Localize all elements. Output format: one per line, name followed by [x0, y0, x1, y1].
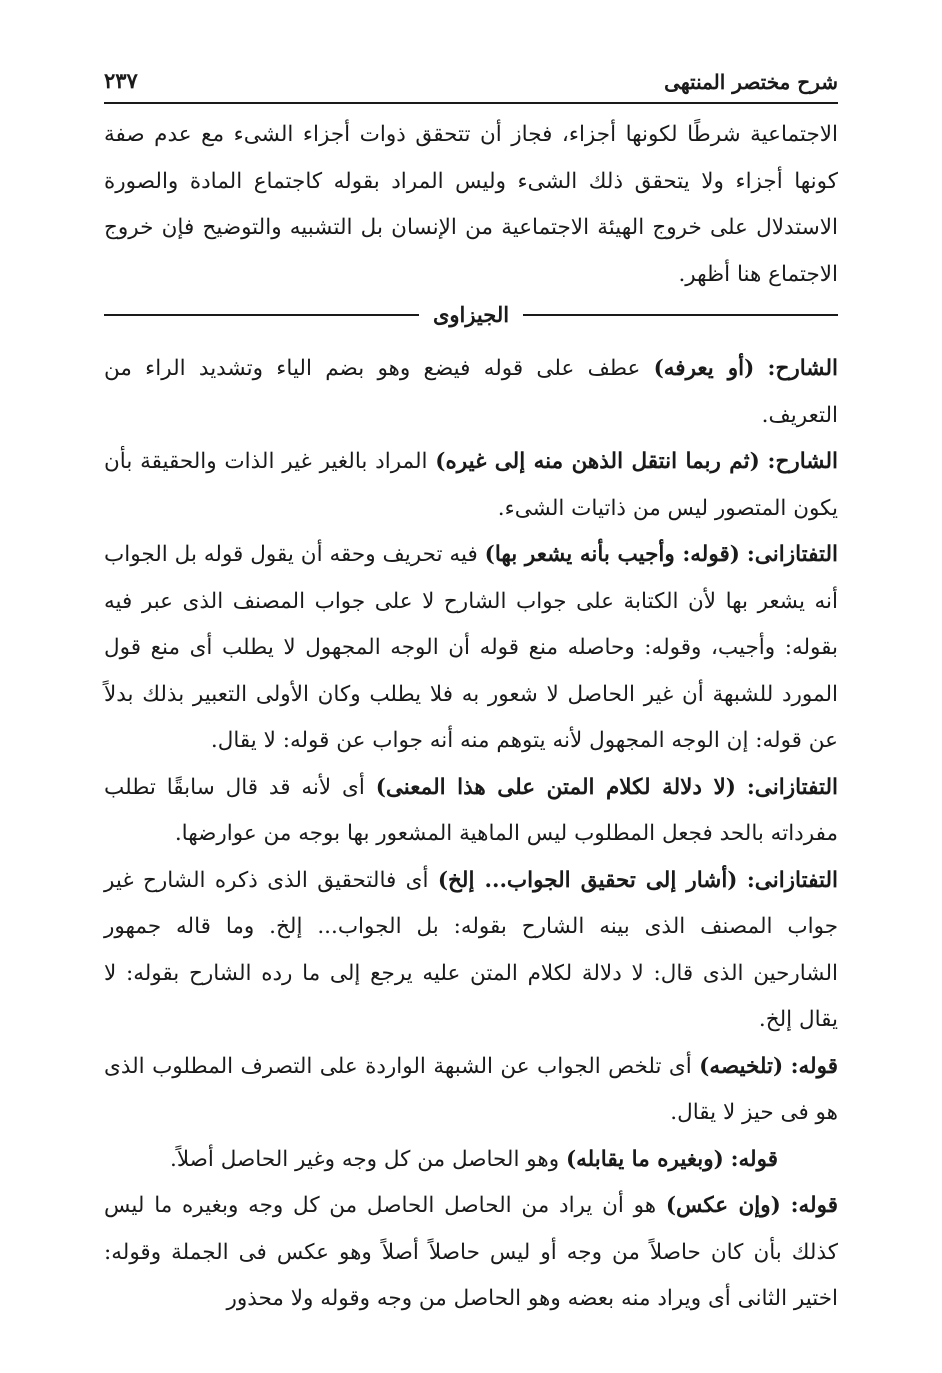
- commentary-entry: [104, 532, 838, 765]
- entry-quote: (وبغيره ما يقابله): [565, 1146, 724, 1172]
- entry-text: أى فالتحقيق الذى ذكره الشارح غير جواب المصنف الذى بينه الشارح بقوله: بل الجواب... إلخ. وما قاله جمهور الشارحين الذى قال: لا دلالة لكلام المتن عليه يرجع إلى ما رده الشارح بقوله: لا يقال إلخ.: [104, 867, 838, 1032]
- body-text: [104, 112, 838, 1323]
- commentary-entry: [104, 346, 838, 439]
- section-title: الجيزاوى: [432, 301, 510, 327]
- entry-text: أى لأنه قد قال سابقًا تطلب مفرداته بالحد فجعل المطلوب ليس الماهية المشعور بها بوجه من عوارضها.: [104, 774, 838, 846]
- entry-quote: (تلخيصه): [699, 1053, 784, 1079]
- page: [104, 66, 838, 1323]
- entry-text: هو أن يراد من الحاصل الحاصل من كل وجه وبغيره ما ليس كذلك بأن كان حاصلاً من وجه أو ليس حاصلاً أصلاً وهو عكس فى الجملة وقوله: اختير الثانى أى ويراد منه بعضه وهو الحاصل من وجه وقوله ولا محذور: [104, 1193, 838, 1311]
- entry-text: المراد بالغير غير الذات والحقيقة بأن يكون المتصور ليس من ذاتيات الشىء.: [104, 449, 838, 521]
- entry-quote: (وإن عكس): [665, 1193, 781, 1218]
- commentary-entry: [104, 858, 838, 1044]
- entry-speaker: التفتازانى:: [746, 774, 838, 800]
- divider-line-right: [523, 314, 838, 316]
- entry-speaker: التفتازانى:: [746, 542, 838, 567]
- commentary-entry: [104, 1183, 838, 1323]
- entry-speaker: الشارح:: [767, 356, 838, 381]
- entry-quote: (أو يعرفه): [653, 356, 755, 381]
- entry-speaker: قوله:: [790, 1193, 838, 1218]
- running-title: شرح مختصر المنتهى: [664, 70, 838, 94]
- entry-quote: (أشار إلى تحقيق الجواب... إلخ): [437, 867, 738, 893]
- entry-text: فيه تحريف وحقه أن يقول قوله بل الجواب أنه يشعر بها لأن الكتابة على جواب الشارح لا على جواب المصنف الذى عبر فيه بقوله: وأجيب، وقوله: وحاصله منع قوله أن الوجه المجهول لا يطلب أى منع قول المورد للشبهة أن غير الحاصل لا شعور به فلا يطلب وكان الأولى التعبير بذلك بدلاً عن قوله: إن الوجه المجهول لأنه يتوهم منه أنه جواب عن قوله: لا يقال.: [104, 542, 838, 753]
- entry-quote: (لا دلالة لكلام المتن على هذا المعنى): [375, 774, 736, 800]
- section-divider: [104, 298, 838, 332]
- entry-speaker: قوله:: [730, 1146, 778, 1172]
- entry-quote: (ثم ربما انتقل الذهن منه إلى غيره): [435, 449, 760, 474]
- commentary-entry: [104, 439, 838, 532]
- entry-speaker: قوله:: [790, 1053, 838, 1079]
- commentary-entry: [104, 765, 838, 858]
- entry-quote: (قوله: وأجيب بأنه يشعر بها): [484, 542, 740, 567]
- entry-text: وهو الحاصل من كل وجه وغير الحاصل أصلاً.: [170, 1146, 560, 1172]
- commentary-entry: [104, 1044, 838, 1137]
- commentary-entry: [104, 1137, 838, 1184]
- entry-text: عطف على قوله فيضع وهو بضم الياء وتشديد الراء من التعريف.: [104, 356, 838, 428]
- entry-text: أى تلخص الجواب عن الشبهة الواردة على التصرف المطلوب الذى هو فى حيز لا يقال.: [104, 1053, 838, 1125]
- page-header: [104, 66, 838, 104]
- entry-speaker: التفتازانى:: [746, 867, 838, 893]
- entry-speaker: الشارح:: [767, 449, 838, 474]
- page-number: ٢٣٧: [104, 68, 138, 93]
- divider-line-left: [104, 314, 419, 316]
- intro-paragraph: الاجتماعية شرطًا لكونها أجزاء، فجاز أن تتحقق ذوات أجزاء الشىء مع عدم صفة كونها أجزاء ولا يتحقق ذلك الشىء وليس المراد بقوله كاجتماع المادة والصورة الاستدلال على خروج الهيئة الاجتماعية من الإنسان بل التشبيه والتوضيح فإن خروج الاجتماع هنا أظهر.: [104, 122, 838, 287]
